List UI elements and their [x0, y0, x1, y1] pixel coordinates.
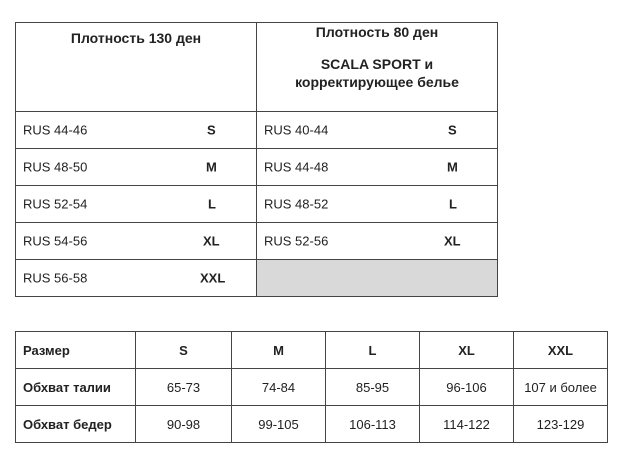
right-size-cell — [257, 149, 498, 186]
column-header: XXL — [514, 332, 608, 369]
table-row — [16, 406, 608, 443]
density-size-table — [15, 22, 498, 297]
table-row — [16, 223, 498, 260]
right-size-cell — [257, 223, 498, 260]
rus-size-label: RUS 48-52 — [264, 196, 329, 212]
left-size-cell — [16, 112, 257, 149]
left-size-cell — [16, 260, 257, 297]
table-cell: 74-84 — [232, 369, 326, 406]
density-130-header — [16, 23, 257, 112]
rus-size-label: RUS 48-50 — [23, 159, 88, 175]
intl-size-label: L — [208, 196, 216, 212]
column-header: S — [136, 332, 232, 369]
left-size-cell — [16, 149, 257, 186]
column-header: L — [326, 332, 420, 369]
density-80-title: Плотность 80 ден — [315, 24, 439, 40]
density-80-subtitle-2: корректирующее белье — [295, 74, 459, 90]
table-row — [16, 186, 498, 223]
table-cell: 107 и более — [514, 369, 608, 406]
table-row — [16, 369, 608, 406]
intl-size-label: XXL — [200, 270, 226, 286]
table-cell: 90-98 — [136, 406, 232, 443]
intl-size-label: XL — [203, 233, 220, 249]
intl-size-label: M — [447, 159, 458, 175]
column-header: M — [232, 332, 326, 369]
table-cell: 114-122 — [420, 406, 514, 443]
right-size-cell — [257, 186, 498, 223]
rus-size-label: RUS 44-46 — [23, 122, 88, 138]
right-size-cell — [257, 112, 498, 149]
intl-size-label: S — [448, 122, 457, 138]
rus-size-label: RUS 54-56 — [23, 233, 88, 249]
left-size-cell — [16, 223, 257, 260]
table-row — [16, 260, 498, 297]
table-row — [16, 149, 498, 186]
rus-size-label: RUS 52-54 — [23, 196, 88, 212]
row-label: Обхват талии — [16, 369, 136, 406]
table-cell: 85-95 — [326, 369, 420, 406]
table-cell: 96-106 — [420, 369, 514, 406]
rus-size-label: RUS 56-58 — [23, 270, 88, 286]
table-cell: 123-129 — [514, 406, 608, 443]
table-cell: 106-113 — [326, 406, 420, 443]
density-header-row — [16, 23, 498, 112]
empty-shaded-cell — [257, 260, 498, 297]
row-label: Обхват бедер — [16, 406, 136, 443]
density-80-header — [257, 23, 498, 112]
left-size-cell — [16, 186, 257, 223]
intl-size-label: XL — [444, 233, 461, 249]
intl-size-label: S — [207, 122, 216, 138]
rus-size-label: RUS 44-48 — [264, 159, 329, 175]
table-row — [16, 112, 498, 149]
density-80-subtitle-1: SCALA SPORT и — [320, 56, 434, 72]
table-header-row — [16, 332, 608, 369]
column-header: XL — [420, 332, 514, 369]
body-measurements-table — [15, 331, 608, 443]
density-130-title: Плотность 130 ден — [70, 30, 202, 46]
table-cell: 65-73 — [136, 369, 232, 406]
intl-size-label: M — [206, 159, 217, 175]
rus-size-label: RUS 40-44 — [264, 122, 329, 138]
column-header: Размер — [16, 332, 136, 369]
table-cell: 99-105 — [232, 406, 326, 443]
rus-size-label: RUS 52-56 — [264, 233, 329, 249]
intl-size-label: L — [449, 196, 457, 212]
